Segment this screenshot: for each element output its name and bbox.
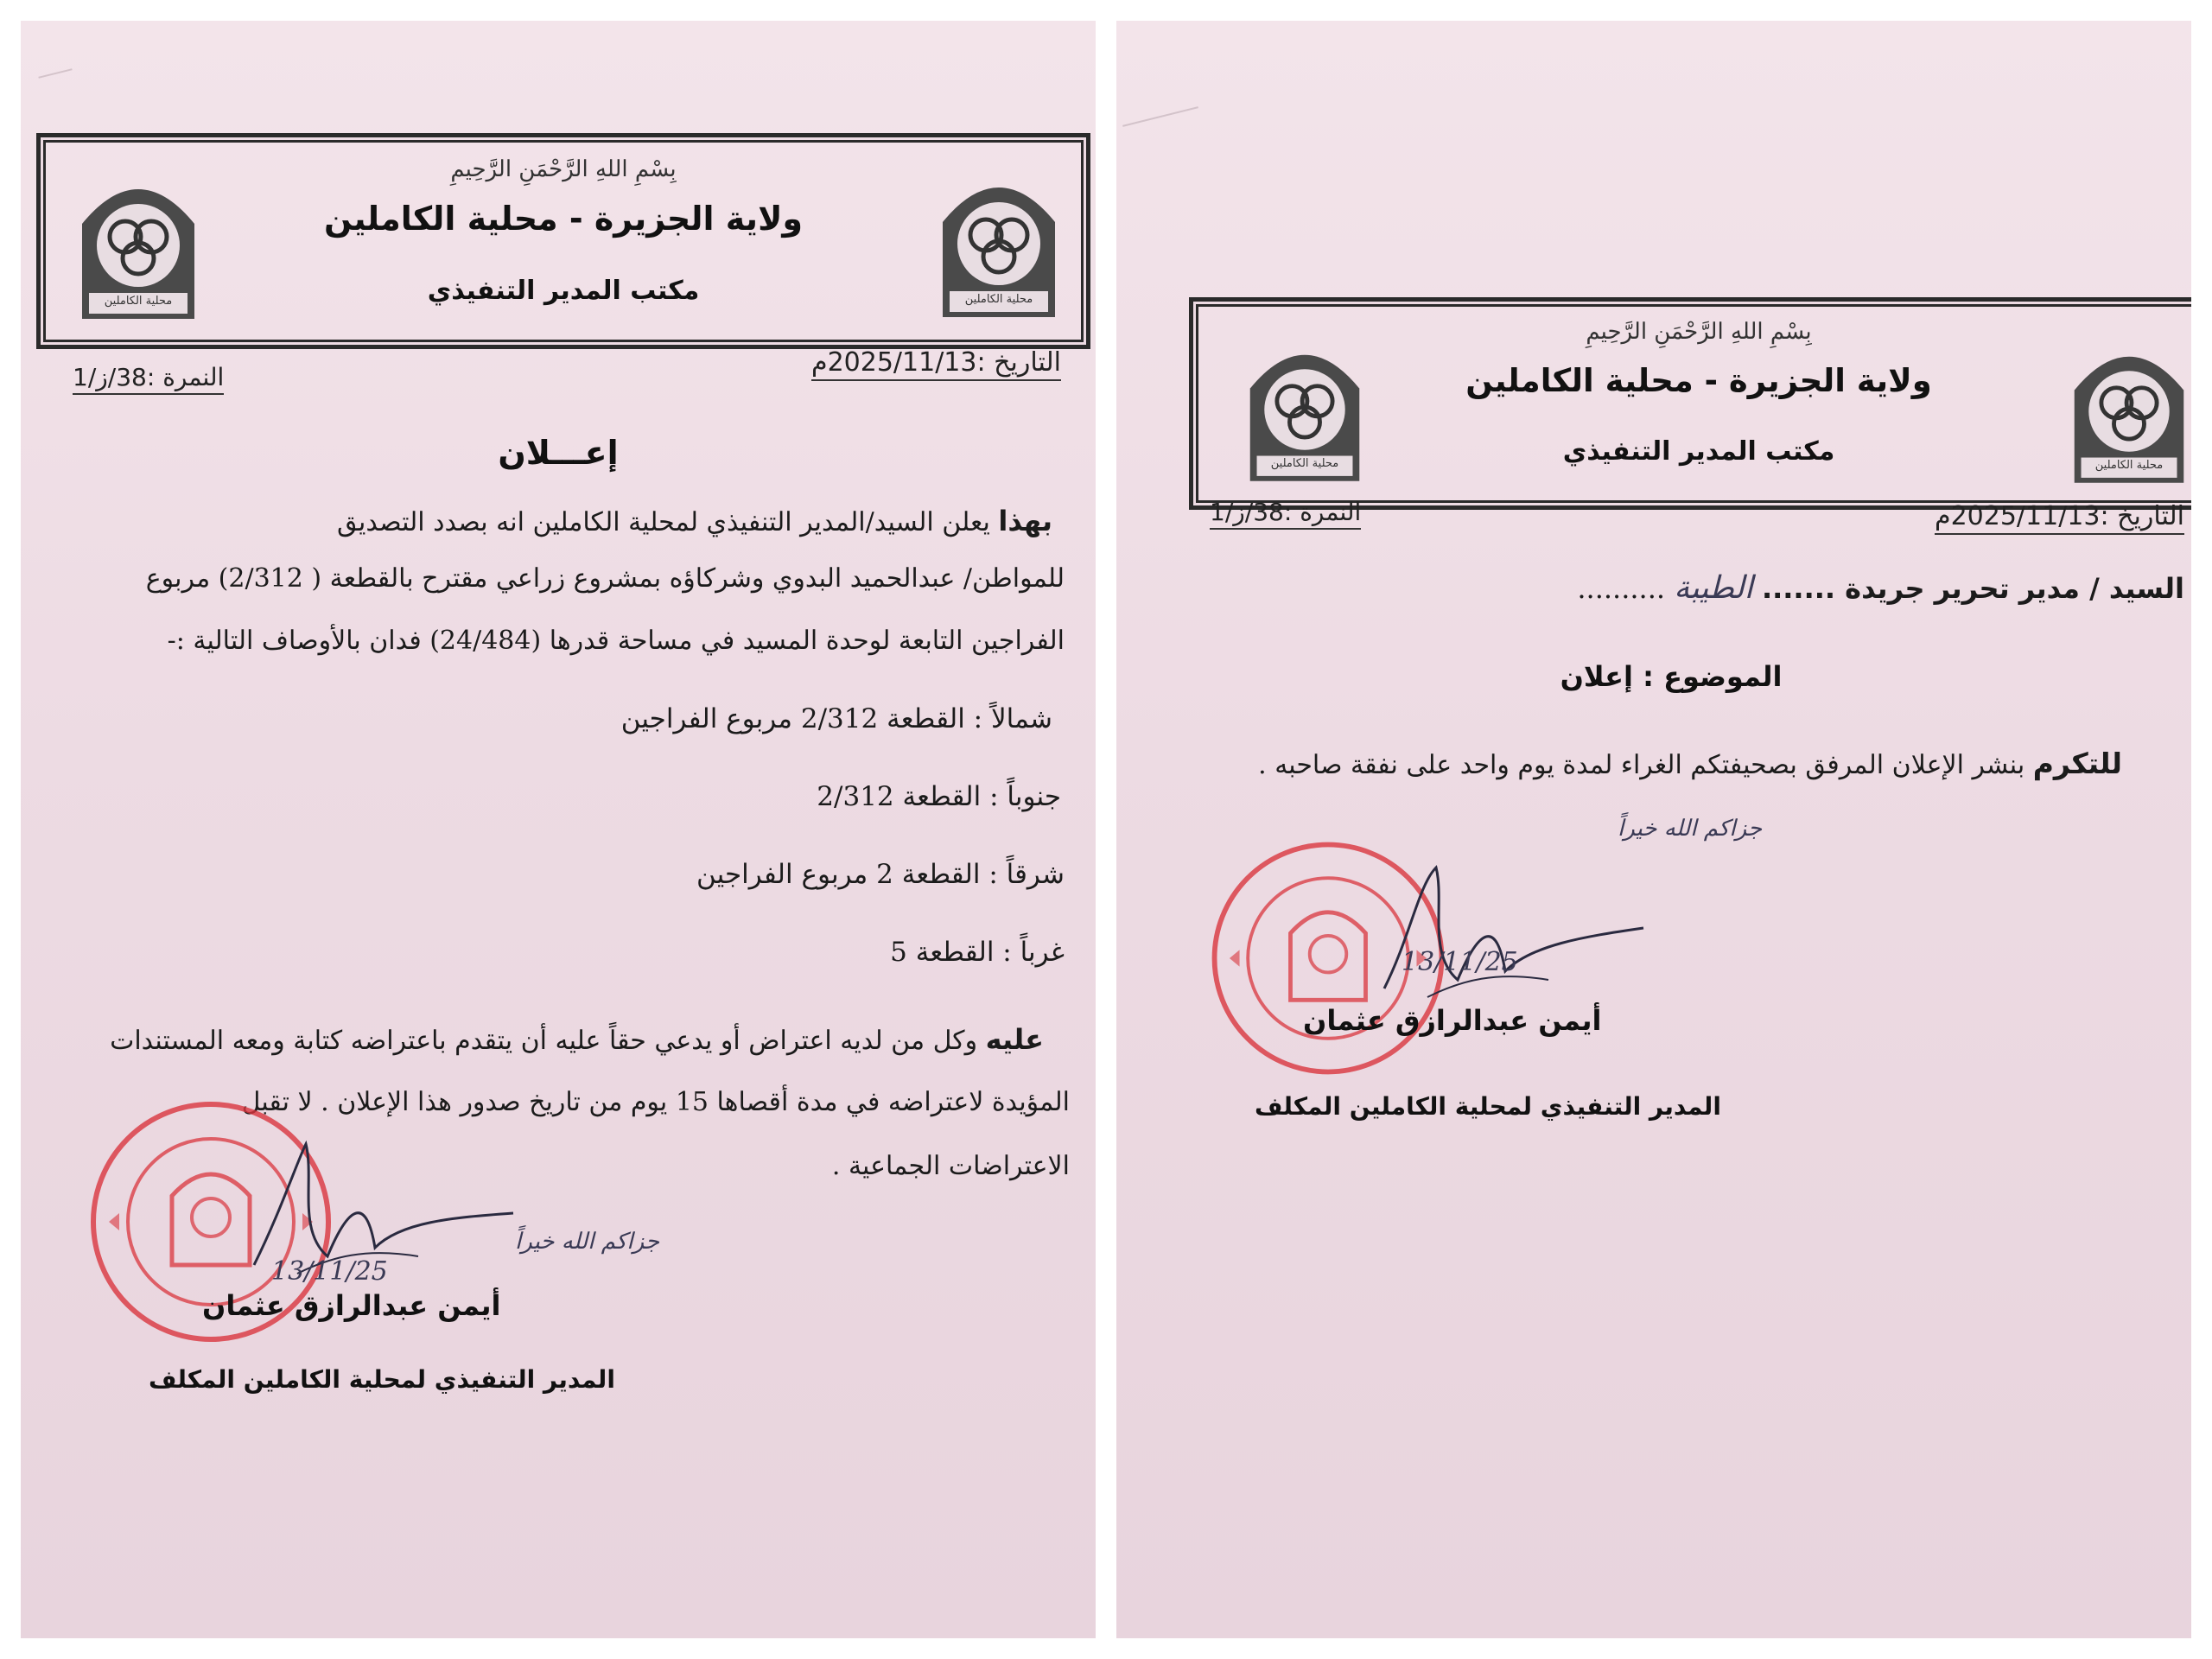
paragraph2-lead: عليه bbox=[985, 1023, 1044, 1056]
logo-caption: محلية الكاملين bbox=[2094, 459, 2164, 472]
paragraph1-line1 bbox=[337, 505, 1052, 537]
subject-line: الموضوع : إعلان bbox=[1560, 660, 1783, 693]
newspaper-name-handwritten: الطيبة bbox=[1674, 570, 1753, 606]
signer-name: أيمن عبدالرازق عثمان bbox=[202, 1289, 501, 1322]
paragraph2-text: وكل من لديه اعتراض أو يدعي حقاً عليه أن يتقدم باعتراضه كتابة ومعه المستندات bbox=[110, 1026, 978, 1056]
stamp-date-handwritten: 13/11/25 bbox=[271, 1256, 388, 1287]
paragraph1-line3: الفراجين التابعة لوحدة المسيد في مساحة قدرها (24/484) فدان بالأوصاف التالية :- bbox=[167, 626, 1065, 656]
document-date: التاريخ :2025/11/13م bbox=[811, 347, 1061, 381]
cover-letter-page bbox=[1116, 21, 2191, 1638]
boundary-west: غرباً : القطعة 5 bbox=[890, 937, 1065, 968]
logo-caption: محلية الكاملين bbox=[964, 293, 1033, 306]
paragraph2-line1 bbox=[110, 1023, 1044, 1056]
signer-name: أيمن عبدالرازق عثمان bbox=[1303, 1004, 1602, 1037]
logo-caption: محلية الكاملين bbox=[1270, 457, 1339, 470]
boundary-north: شمالاً : القطعة 2/312 مربوع الفراجين bbox=[620, 703, 1052, 734]
announcement-page bbox=[21, 21, 1096, 1638]
boundary-south: جنوباً : القطعة 2/312 bbox=[817, 781, 1061, 812]
basmala: بِسْمِ اللهِ الرَّحْمَنِ الرَّحِيمِ bbox=[450, 156, 677, 182]
header-title: ولاية الجزيرة - محلية الكاملين bbox=[324, 200, 803, 238]
paragraph1-text: يعلن السيد/المدير التنفيذي لمحلية الكاملين انه بصدد التصديق bbox=[336, 507, 990, 537]
locality-logo-right bbox=[2066, 331, 2191, 492]
addressee-prefix: السيد / مدير تحرير جريدة ....... bbox=[1761, 572, 2184, 605]
reference-number: النمرة :38/ز/1 bbox=[73, 363, 224, 395]
addressee-line bbox=[1577, 570, 2184, 606]
logo-caption: محلية الكاملين bbox=[104, 295, 173, 308]
document-date: التاريخ :2025/11/13م bbox=[1935, 501, 2184, 535]
header-office: مكتب المدير التنفيذي bbox=[427, 276, 700, 306]
paragraph1-line2: للمواطن/ عبدالحميد البدوي وشركاؤه بمشروع زراعي مقترح بالقطعة ( 2/312) مربوع bbox=[145, 563, 1065, 594]
boundary-east: شرقاً : القطعة 2 مربوع الفراجين bbox=[696, 859, 1065, 890]
basmala: بِسْمِ اللهِ الرَّحْمَنِ الرَّحِيمِ bbox=[1586, 319, 1812, 345]
paragraph2-line3: الاعتراضات الجماعية . bbox=[831, 1151, 1070, 1181]
request-line bbox=[1258, 747, 2122, 780]
signature bbox=[1376, 850, 1652, 1023]
header-office: مكتب المدير التنفيذي bbox=[1562, 436, 1835, 467]
closing-handwriting: جزاكم الله خيراً bbox=[515, 1229, 660, 1255]
paragraph1-lead: بهذا bbox=[998, 505, 1052, 537]
reference-number: النمرة :38/ز/1 bbox=[1210, 498, 1361, 530]
letterhead-box bbox=[1189, 297, 2191, 510]
signer-title: المدير التنفيذي لمحلية الكاملين المكلف bbox=[149, 1365, 615, 1394]
closing-handwriting: جزاكم الله خيراً bbox=[1618, 816, 1763, 842]
signer-title: المدير التنفيذي لمحلية الكاملين المكلف bbox=[1255, 1092, 1721, 1121]
letterhead-box bbox=[36, 133, 1090, 349]
document-heading: إعـــلان bbox=[498, 434, 619, 472]
paragraph2-line2: المؤيدة لاعتراضه في مدة أقصاها 15 يوم من تاريخ صدور هذا الإعلان . لا تقبل bbox=[241, 1087, 1070, 1117]
request-lead: للتكرم bbox=[2032, 747, 2122, 780]
addressee-dots: .......... bbox=[1577, 572, 1666, 605]
stamp-date-handwritten: 13/11/25 bbox=[1402, 947, 1518, 977]
paper-crease bbox=[38, 68, 72, 79]
request-text: بنشر الإعلان المرفق بصحيفتكم الغراء لمدة يوم واحد على نفقة صاحبه . bbox=[1258, 750, 2025, 780]
header-title: ولاية الجزيرة - محلية الكاملين bbox=[1465, 362, 1932, 399]
paper-crease bbox=[1122, 106, 1198, 127]
